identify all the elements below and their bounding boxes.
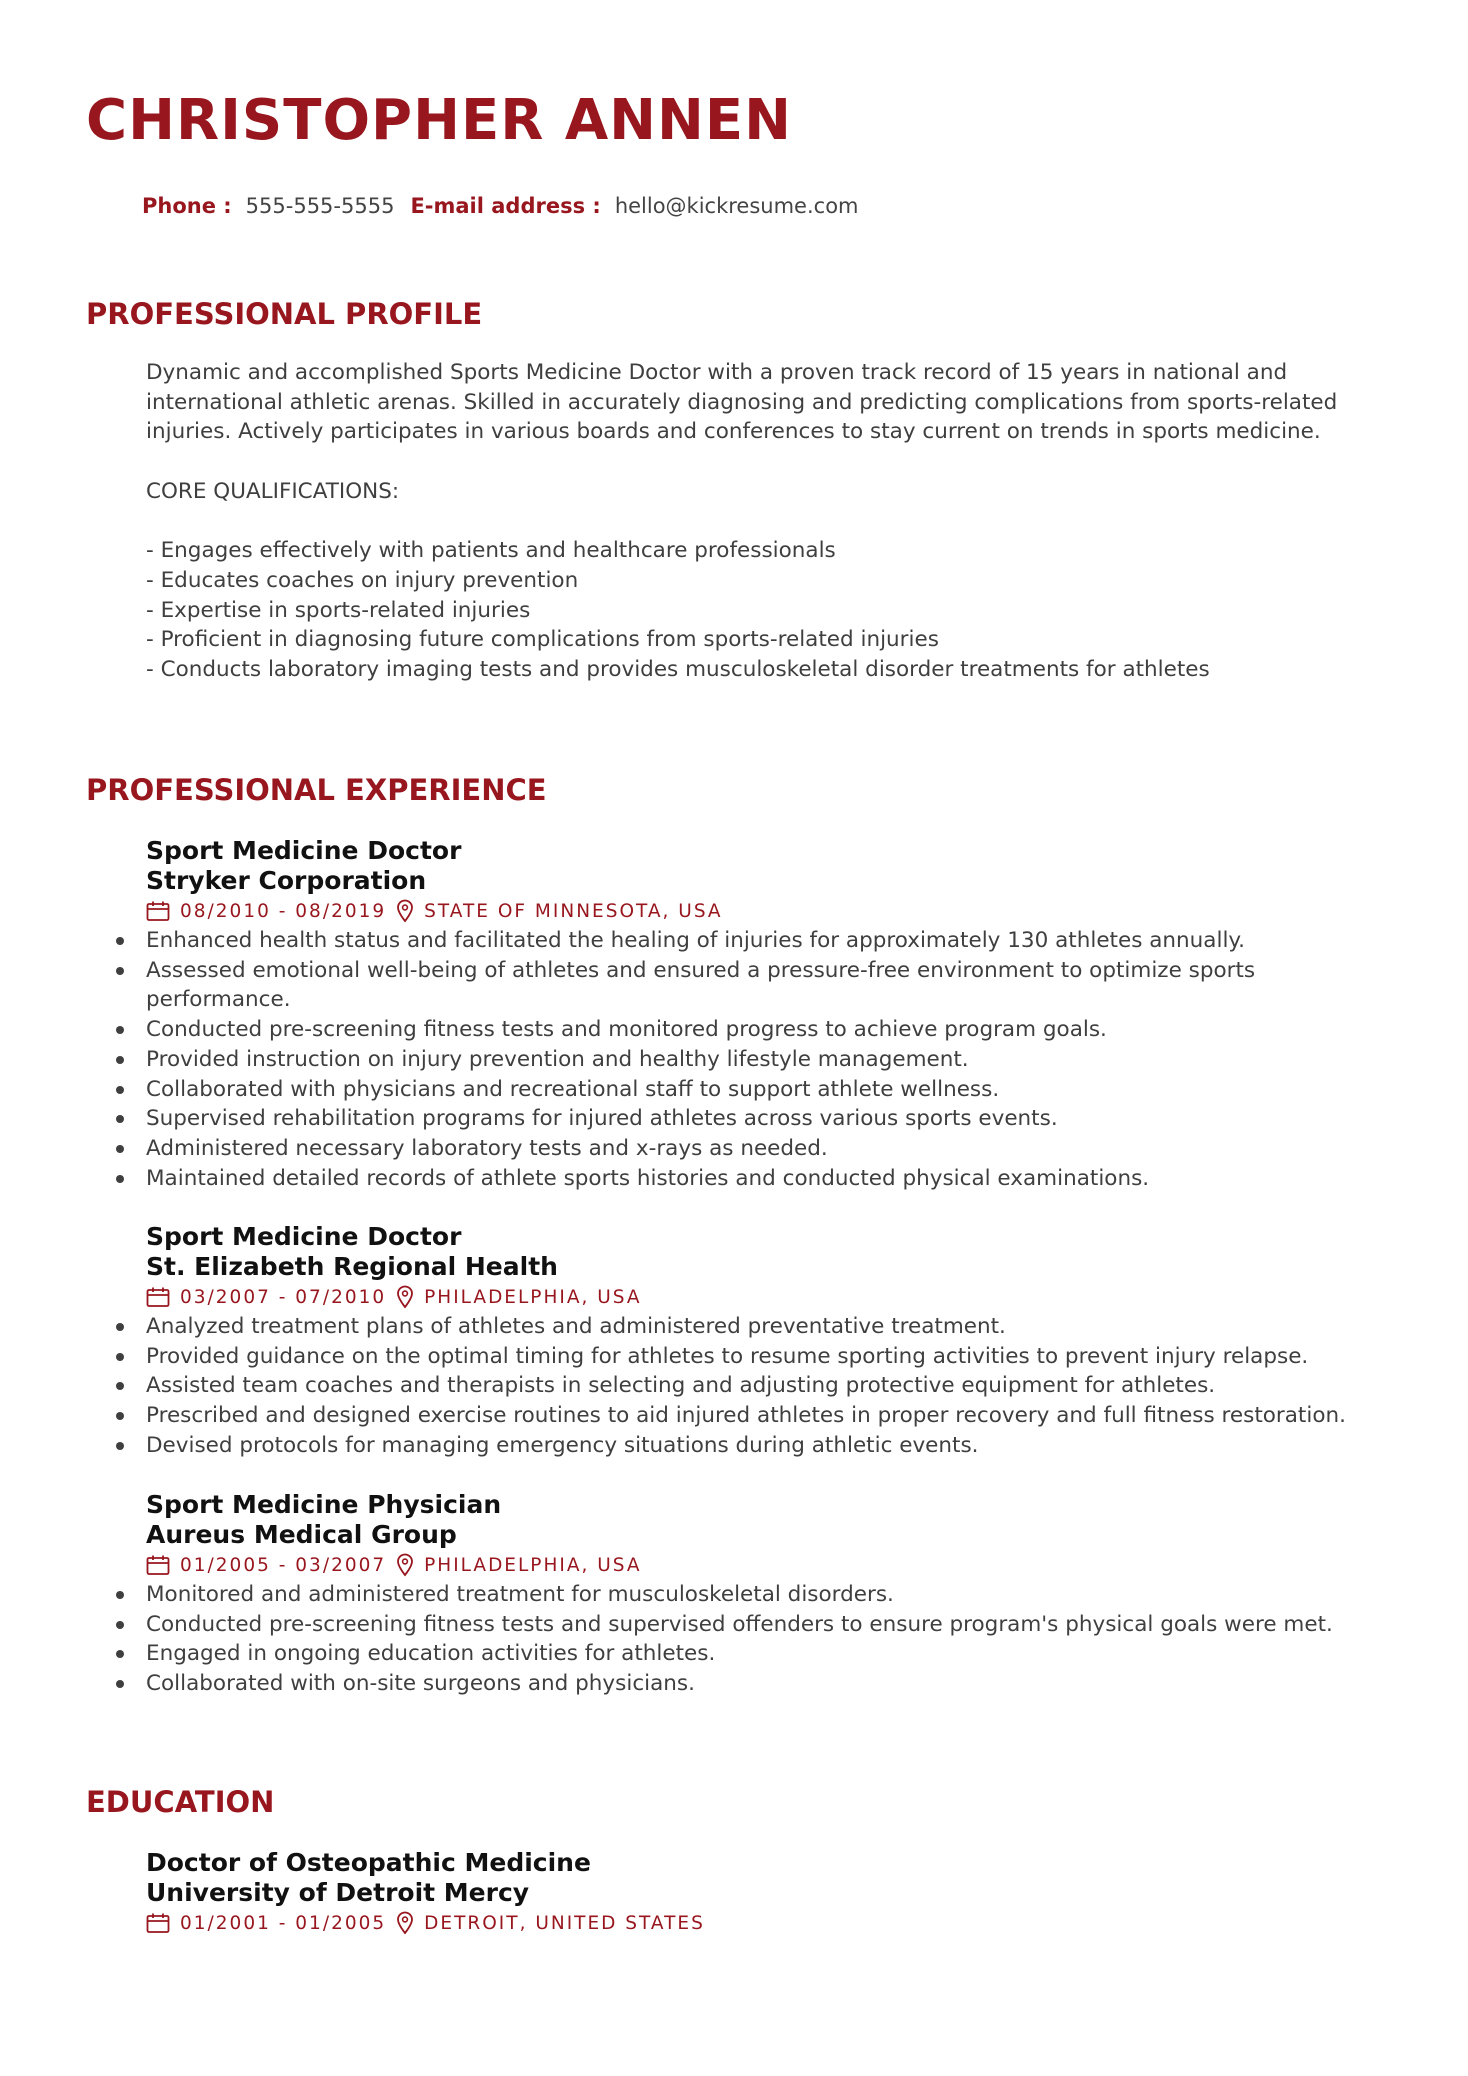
section-title-education: EDUCATION — [86, 1785, 275, 1819]
location-pin-icon — [396, 899, 414, 923]
education-meta — [146, 1908, 1386, 1938]
job-dates: 08/2010 - 08/2019 — [180, 900, 387, 922]
list-item: Collaborated with physicians and recreational staff to support athlete wellness. — [146, 1075, 1386, 1105]
candidate-name: CHRISTOPHER ANNEN — [86, 88, 793, 153]
list-item: Collaborated with on-site surgeons and physicians. — [146, 1669, 1386, 1699]
school: University of Detroit Mercy — [146, 1878, 530, 1907]
list-item: Provided guidance on the optimal timing for athletes to resume sporting activities to prevent injury relapse. — [146, 1342, 1386, 1372]
list-item: Assisted team coaches and therapists in selecting and adjusting protective equipment for athletes. — [146, 1371, 1386, 1401]
email-label: E-mail address : — [410, 194, 601, 218]
job-meta — [146, 1282, 1386, 1312]
job-meta — [146, 896, 1386, 926]
profile-body — [146, 358, 1396, 685]
contact-line — [142, 192, 875, 220]
list-item: Administered necessary laboratory tests and x-rays as needed. — [146, 1134, 1386, 1164]
core-qualification-item: - Engages effectively with patients and healthcare professionals — [146, 538, 836, 564]
calendar-icon — [146, 900, 170, 922]
list-item: Analyzed treatment plans of athletes and administered preventative treatment. — [146, 1312, 1386, 1342]
job-dates: 01/2005 - 03/2007 — [180, 1554, 387, 1576]
job-title: Sport Medicine Doctor — [146, 836, 462, 865]
job-location: STATE OF MINNESOTA, USA — [424, 900, 723, 922]
list-item: Prescribed and designed exercise routines to aid injured athletes in proper recovery and full fitness restoration. — [146, 1401, 1386, 1431]
calendar-icon — [146, 1912, 170, 1934]
list-item: Enhanced health status and facilitated the healing of injuries for approximately 130 athletes annually. — [146, 926, 1386, 956]
core-qualification-item: - Educates coaches on injury prevention — [146, 567, 579, 593]
education-location: DETROIT, UNITED STATES — [424, 1912, 705, 1934]
job-organization: St. Elizabeth Regional Health — [146, 1252, 558, 1281]
calendar-icon — [146, 1554, 170, 1576]
job-location: PHILADELPHIA, USA — [424, 1286, 642, 1308]
job-dates: 03/2007 - 07/2010 — [180, 1286, 387, 1308]
location-pin-icon — [396, 1553, 414, 1577]
job-meta — [146, 1550, 1386, 1580]
location-pin-icon — [396, 1285, 414, 1309]
core-qualification-item: - Expertise in sports-related injuries — [146, 597, 531, 623]
section-title-profile: PROFESSIONAL PROFILE — [86, 297, 483, 331]
core-qualification-item: - Conducts laboratory imaging tests and provides musculoskeletal disorder treatments for athletes — [146, 657, 1210, 682]
list-item: Assessed emotional well-being of athletes and ensured a pressure-free environment to optimize sports performance. — [146, 956, 1386, 1015]
job-bullets — [146, 926, 1386, 1193]
experience-entry — [146, 836, 1386, 1193]
profile-summary: Dynamic and accomplished Sports Medicine Doctor with a proven track record of 15 years in national and international athletic arenas. Skilled in accurately diagnosing and predicting complications from sports-related injuries. Actively participates in various boards and conferences to stay current on trends in sports medicine. — [146, 360, 1338, 445]
job-bullets — [146, 1312, 1386, 1461]
phone-label: Phone : — [142, 194, 232, 218]
phone-value: 555-555-5555 — [245, 194, 395, 218]
experience-entry — [146, 1222, 1386, 1461]
experience-entry — [146, 1490, 1386, 1699]
education-dates: 01/2001 - 01/2005 — [180, 1912, 387, 1934]
calendar-icon — [146, 1286, 170, 1308]
list-item: Engaged in ongoing education activities for athletes. — [146, 1639, 1386, 1669]
section-title-experience: PROFESSIONAL EXPERIENCE — [86, 773, 547, 807]
job-title: Sport Medicine Doctor — [146, 1222, 462, 1251]
list-item: Maintained detailed records of athlete sports histories and conducted physical examinations. — [146, 1164, 1386, 1194]
list-item: Provided instruction on injury prevention and healthy lifestyle management. — [146, 1045, 1386, 1075]
core-qualifications-heading: CORE QUALIFICATIONS: — [146, 478, 400, 504]
location-pin-icon — [396, 1911, 414, 1935]
list-item: Conducted pre-screening fitness tests and supervised offenders to ensure program's physical goals were met. — [146, 1610, 1386, 1640]
list-item: Monitored and administered treatment for musculoskeletal disorders. — [146, 1580, 1386, 1610]
core-qualification-item: - Proficient in diagnosing future complications from sports-related injuries — [146, 627, 939, 653]
list-item: Supervised rehabilitation programs for injured athletes across various sports events. — [146, 1104, 1386, 1134]
email-value: hello@kickresume.com — [614, 194, 859, 218]
list-item: Conducted pre-screening fitness tests and monitored progress to achieve program goals. — [146, 1015, 1386, 1045]
list-item: Devised protocols for managing emergency situations during athletic events. — [146, 1431, 1386, 1461]
job-organization: Stryker Corporation — [146, 866, 427, 895]
job-bullets — [146, 1580, 1386, 1699]
education-entry — [146, 1848, 1386, 1938]
degree: Doctor of Osteopathic Medicine — [146, 1848, 591, 1877]
job-organization: Aureus Medical Group — [146, 1520, 457, 1549]
job-title: Sport Medicine Physician — [146, 1490, 502, 1519]
job-location: PHILADELPHIA, USA — [424, 1554, 642, 1576]
